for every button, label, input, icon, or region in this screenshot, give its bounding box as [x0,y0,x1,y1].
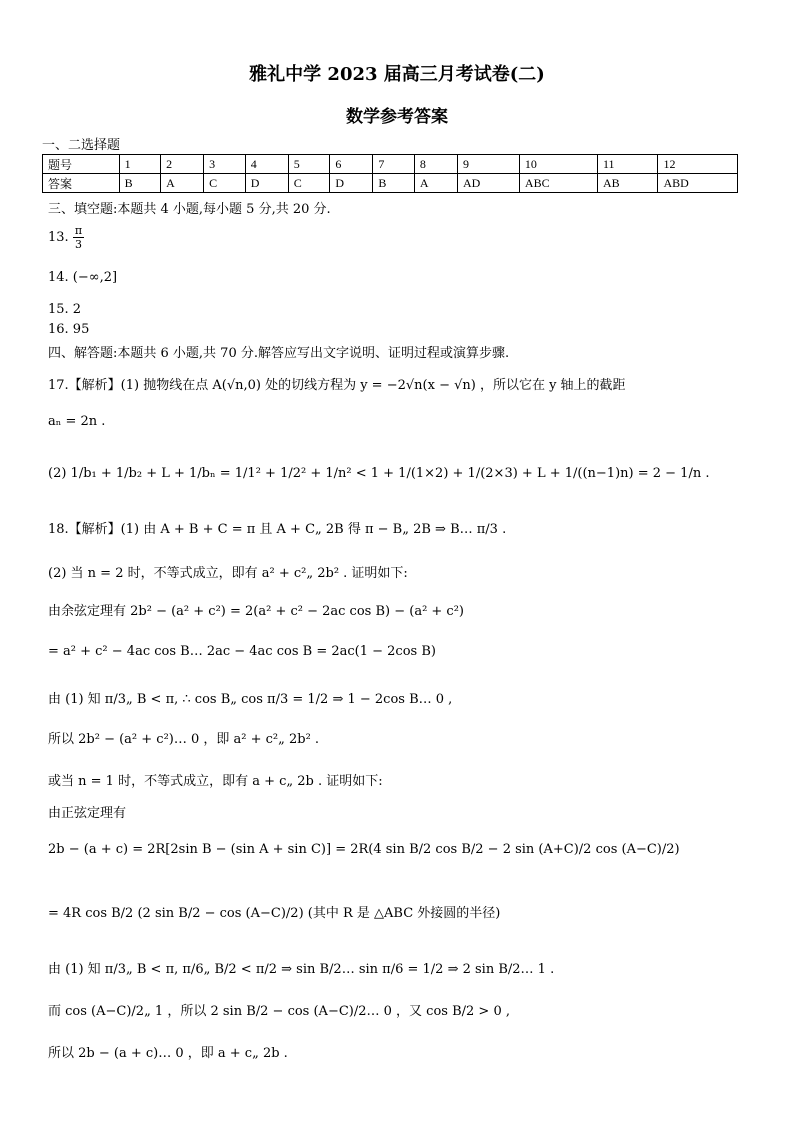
q18-line-3: 由余弦定理有 2b² − (a² + c²) = 2(a² + c² − 2ac cos B) − (a² + c²) [48,604,465,619]
table-cell: 9 [457,155,519,174]
fraction-numerator: π [74,224,83,237]
table-cell: B [119,174,161,193]
section-heading-solutions: 四、解答题:本题共 6 小题,共 70 分.解答应写出文字说明、证明过程或演算步骤. [48,346,510,361]
table-cell: ABD [658,174,738,193]
table-cell: 8 [414,155,457,174]
q18-line-9: 2b − (a + c) = 2R[2sin B − (sin A + sin C)] = 2R(4 sin B/2 cos B/2 − 2 sin (A+C)/2 cos (A−C)/2) [48,842,680,857]
table-cell: 7 [373,155,415,174]
page-title: 雅礼中学 2023 届高三月考试卷(二) [249,64,545,85]
q18-line-6: 所以 2b² − (a² + c²)… 0 ，即 a² + c²„ 2b² . [48,732,320,747]
q18-line-5: 由 (1) 知 π/3„ B < π, ∴ cos B„ cos π/3 = 1/2 ⇒ 1 − 2cos B… 0 , [48,692,453,707]
table-cell: D [330,174,373,193]
answer-13-label: 13. [48,230,69,245]
table-cell: 题号 [43,155,120,174]
answer-13 [48,224,84,251]
table-cell: A [161,174,204,193]
table-cell: C [204,174,246,193]
table-cell: 4 [245,155,288,174]
table-row [43,155,738,174]
table-cell: C [288,174,330,193]
table-cell: 11 [597,155,658,174]
q18-line-1: 18.【解析】(1) 由 A + B + C = π 且 A + C„ 2B 得 π − B„ 2B ⇒ B… π/3 . [48,522,507,537]
table-cell: 2 [161,155,204,174]
table-cell: 10 [519,155,597,174]
fraction-denominator: 3 [74,238,82,251]
q18-line-2: (2) 当 n = 2 时，不等式成立，即有 a² + c²„ 2b² . 证明如下: [48,566,408,581]
section-heading-fill: 三、填空题:本题共 4 小题,每小题 5 分,共 20 分. [48,202,331,217]
table-cell: 答案 [43,174,120,193]
q17-line-3: (2) 1/b₁ + 1/b₂ + L + 1/bₙ = 1/1² + 1/2² + 1/n² < 1 + 1/(1×2) + 1/(2×3) + L + 1/((n−1)n) = 2 − 1/n . [48,466,710,481]
table-cell: AD [457,174,519,193]
table-cell: A [414,174,457,193]
q17-line-1: 17.【解析】(1) 抛物线在点 A(√n,0) 处的切线方程为 y = −2√n(x − √n) ，所以它在 y 轴上的截距 [48,378,626,393]
fraction [73,224,84,251]
q18-line-4: = a² + c² − 4ac cos B… 2ac − 4ac cos B = 2ac(1 − 2cos B) [48,644,436,659]
table-cell: 1 [119,155,161,174]
answer-15: 15. 2 [48,302,82,317]
page-subtitle: 数学参考答案 [346,107,448,127]
table-cell: 5 [288,155,330,174]
answer-16: 16. 95 [48,322,90,337]
section-heading-choice: 一、二选择题 [42,138,121,153]
table-cell: 6 [330,155,373,174]
q17-line-2: aₙ = 2n . [48,414,106,429]
q18-line-12: 而 cos (A−C)/2„ 1 ，所以 2 sin B/2 − cos (A−C)/2… 0 ，又 cos B/2 > 0 , [48,1004,510,1019]
answer-table [42,154,738,193]
q18-line-11: 由 (1) 知 π/3„ B < π, π/6„ B/2 < π/2 ⇒ sin B/2… sin π/6 = 1/2 ⇒ 2 sin B/2… 1 . [48,962,555,977]
table-cell: B [373,174,415,193]
q18-line-10: = 4R cos B/2 (2 sin B/2 − cos (A−C)/2) (其中 R 是 △ABC 外接圆的半径) [48,906,501,921]
table-cell: D [245,174,288,193]
table-cell: ABC [519,174,597,193]
q18-line-8: 由正弦定理有 [48,806,127,821]
table-cell: AB [597,174,658,193]
table-cell: 3 [204,155,246,174]
table-row [43,174,738,193]
answer-14: 14. (−∞,2] [48,270,118,285]
table-cell: 12 [658,155,738,174]
q18-line-7: 或当 n = 1 时，不等式成立，即有 a + c„ 2b . 证明如下: [48,774,383,789]
q18-line-13: 所以 2b − (a + c)… 0 ，即 a + c„ 2b . [48,1046,288,1061]
